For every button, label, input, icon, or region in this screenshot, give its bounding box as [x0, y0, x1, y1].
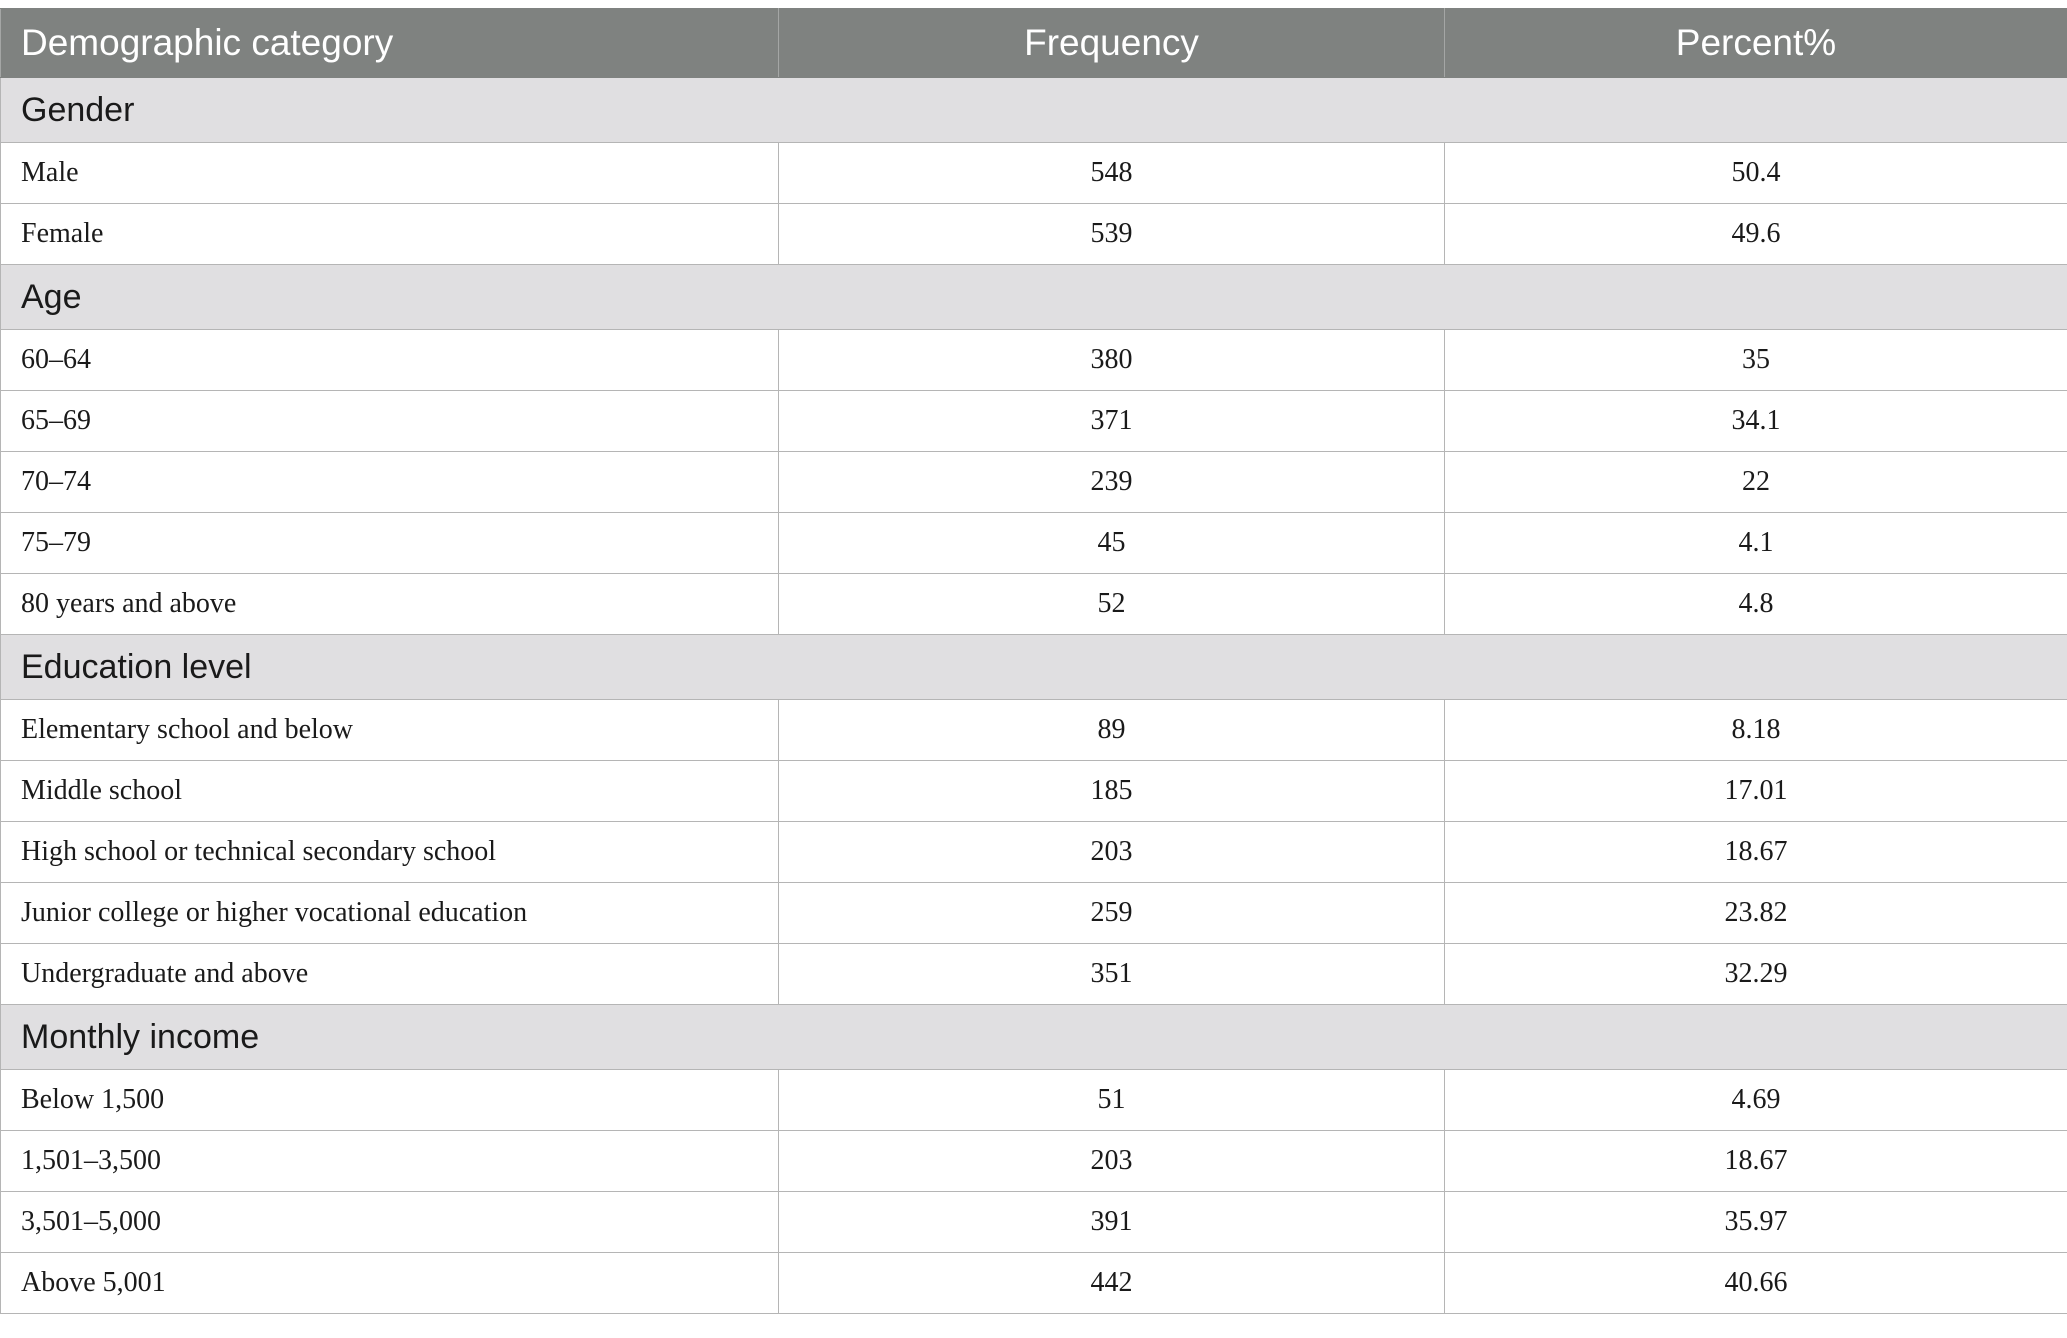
row-label: 75–79	[1, 513, 779, 574]
row-percent: 50.4	[1445, 143, 2067, 204]
section-row-gender	[1, 78, 2067, 143]
row-percent: 35	[1445, 330, 2067, 391]
section-title: Monthly income	[1, 1005, 2067, 1070]
row-frequency: 203	[779, 1131, 1445, 1192]
table-row	[1, 883, 2067, 944]
table-row	[1, 944, 2067, 1005]
row-percent: 34.1	[1445, 391, 2067, 452]
table-row	[1, 391, 2067, 452]
section-row-education-level	[1, 635, 2067, 700]
row-label: Female	[1, 204, 779, 265]
row-label: Male	[1, 143, 779, 204]
row-frequency: 391	[779, 1192, 1445, 1253]
table-body	[1, 78, 2067, 1314]
row-percent: 17.01	[1445, 761, 2067, 822]
row-label: Junior college or higher vocational education	[1, 883, 779, 944]
section-row-age	[1, 265, 2067, 330]
table-row	[1, 1131, 2067, 1192]
row-percent: 23.82	[1445, 883, 2067, 944]
row-frequency: 259	[779, 883, 1445, 944]
row-frequency: 52	[779, 574, 1445, 635]
table-row	[1, 452, 2067, 513]
row-percent: 49.6	[1445, 204, 2067, 265]
row-frequency: 539	[779, 204, 1445, 265]
row-frequency: 442	[779, 1253, 1445, 1314]
row-frequency: 548	[779, 143, 1445, 204]
row-label: 3,501–5,000	[1, 1192, 779, 1253]
row-label: 80 years and above	[1, 574, 779, 635]
table-row	[1, 761, 2067, 822]
row-percent: 4.69	[1445, 1070, 2067, 1131]
table-row	[1, 1253, 2067, 1314]
row-label: Above 5,001	[1, 1253, 779, 1314]
table-row	[1, 1070, 2067, 1131]
header-frequency: Frequency	[779, 9, 1445, 78]
section-title: Age	[1, 265, 2067, 330]
row-percent: 4.8	[1445, 574, 2067, 635]
table-row	[1, 700, 2067, 761]
row-percent: 4.1	[1445, 513, 2067, 574]
demographics-table	[0, 8, 2067, 1314]
section-title: Education level	[1, 635, 2067, 700]
row-frequency: 45	[779, 513, 1445, 574]
table-row	[1, 574, 2067, 635]
row-frequency: 380	[779, 330, 1445, 391]
row-frequency: 185	[779, 761, 1445, 822]
header-percent: Percent%	[1445, 9, 2067, 78]
row-label: Elementary school and below	[1, 700, 779, 761]
row-frequency: 351	[779, 944, 1445, 1005]
section-row-monthly-income	[1, 1005, 2067, 1070]
row-label: Undergraduate and above	[1, 944, 779, 1005]
row-label: 70–74	[1, 452, 779, 513]
row-percent: 35.97	[1445, 1192, 2067, 1253]
table-header	[1, 9, 2067, 78]
row-percent: 18.67	[1445, 1131, 2067, 1192]
section-title: Gender	[1, 78, 2067, 143]
row-frequency: 239	[779, 452, 1445, 513]
row-label: High school or technical secondary school	[1, 822, 779, 883]
row-frequency: 51	[779, 1070, 1445, 1131]
row-percent: 8.18	[1445, 700, 2067, 761]
table-row	[1, 204, 2067, 265]
row-percent: 18.67	[1445, 822, 2067, 883]
row-percent: 32.29	[1445, 944, 2067, 1005]
row-frequency: 203	[779, 822, 1445, 883]
row-frequency: 89	[779, 700, 1445, 761]
header-row	[1, 9, 2067, 78]
row-label: 1,501–3,500	[1, 1131, 779, 1192]
row-label: Middle school	[1, 761, 779, 822]
table-row	[1, 143, 2067, 204]
table-row	[1, 330, 2067, 391]
row-frequency: 371	[779, 391, 1445, 452]
row-label: 65–69	[1, 391, 779, 452]
row-label: 60–64	[1, 330, 779, 391]
row-label: Below 1,500	[1, 1070, 779, 1131]
row-percent: 40.66	[1445, 1253, 2067, 1314]
table-row	[1, 1192, 2067, 1253]
row-percent: 22	[1445, 452, 2067, 513]
demographics-table-container	[0, 8, 2067, 1314]
header-demographic-category: Demographic category	[1, 9, 779, 78]
table-row	[1, 513, 2067, 574]
table-row	[1, 822, 2067, 883]
